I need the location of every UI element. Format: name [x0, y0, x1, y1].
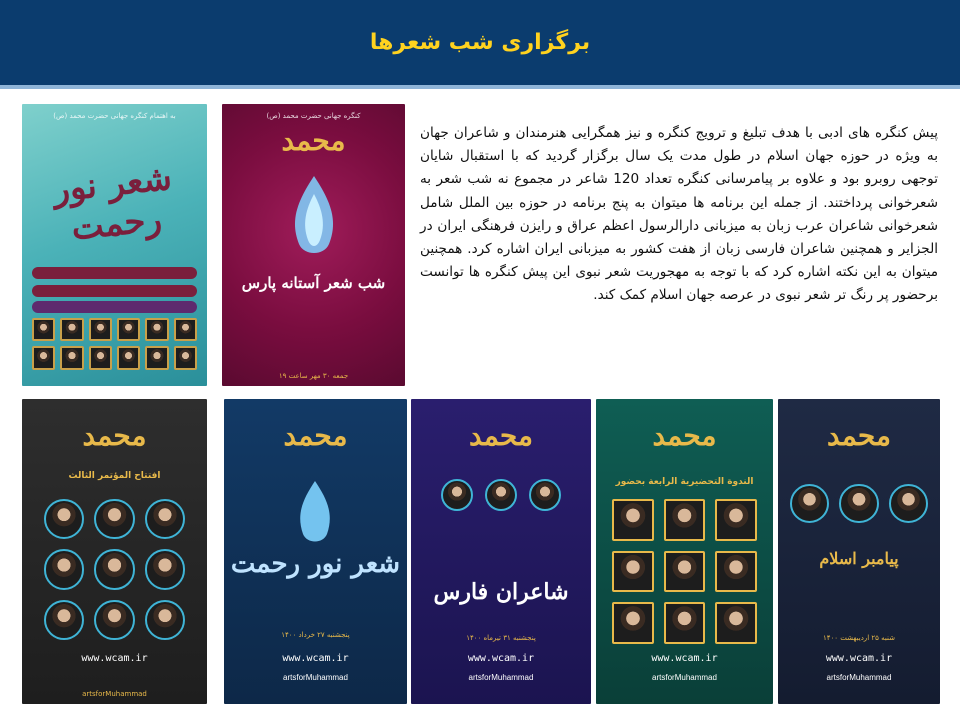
poet-photo — [145, 549, 185, 589]
poet-photo — [839, 484, 878, 523]
poet-photo — [117, 318, 140, 341]
poet-photo — [612, 551, 654, 593]
poet-photo — [612, 602, 654, 644]
poet-photo — [715, 551, 757, 593]
poet-photo — [441, 479, 473, 511]
poster-handle-strip — [32, 301, 197, 313]
poster-website: www.wcam.ir — [825, 653, 893, 664]
poster-nour-rahmat-2 — [224, 399, 407, 704]
poster-nour-rahmat — [22, 104, 207, 386]
poster-title: پیامبر اسلام — [819, 549, 899, 568]
poster-title: شعر نور رحمت — [51, 158, 174, 249]
poster-website: www.wcam.ir — [282, 653, 349, 664]
poster-date: پنجشنبه ۳۱ تیرماه ۱۴۰۰ — [466, 634, 536, 642]
congress-logo: محمد — [283, 419, 348, 452]
poet-photo — [664, 499, 706, 541]
poet-photo — [529, 479, 561, 511]
poster-pars-poetry-night — [222, 104, 405, 386]
poet-photo — [94, 499, 134, 539]
poster-poet-photos — [44, 499, 185, 640]
poet-photo — [485, 479, 517, 511]
poet-photo — [60, 346, 83, 369]
poet-photo — [32, 318, 55, 341]
poet-photo — [89, 318, 112, 341]
poster-venue-strip — [32, 285, 197, 297]
congress-logo: محمد — [469, 419, 533, 452]
congress-logo: محمد — [281, 124, 346, 157]
poet-photo — [44, 600, 84, 640]
poster-website: www.wcam.ir — [651, 653, 718, 664]
poster-title: شب شعر آستانه پارس — [241, 274, 386, 292]
poster-header: به اهتمام کنگره جهانی حضرت محمد (ص) — [53, 112, 176, 120]
poet-photo — [44, 549, 84, 589]
calligraphy-flame-icon — [292, 479, 338, 549]
poster-poet-photos — [612, 499, 757, 644]
poet-photo — [94, 600, 134, 640]
congress-logo: محمد — [652, 419, 717, 452]
poster-title: افتتاح المؤتمر الثالث — [68, 471, 161, 481]
poet-photo — [94, 549, 134, 589]
poet-photo — [715, 602, 757, 644]
poet-photo — [715, 499, 757, 541]
poet-photo — [145, 600, 185, 640]
congress-logo: محمد — [827, 419, 891, 452]
poet-photo — [790, 484, 829, 523]
calligraphy-flame-icon — [284, 174, 344, 264]
poster-footer: artsforMuhammad — [82, 690, 147, 698]
poster-poet-photos — [441, 479, 561, 511]
poster-title: شعر نور رحمت — [230, 549, 401, 579]
poet-photo — [145, 499, 185, 539]
poet-photo — [89, 346, 112, 369]
poet-photo — [32, 346, 55, 369]
poster-date: پنجشنبه ۲۷ خرداد ۱۴۰۰ — [281, 631, 350, 639]
poster-fars-poets — [411, 399, 591, 704]
poster-handle: artsforMuhammad — [826, 673, 892, 682]
poster-website: www.wcam.ir — [467, 653, 535, 664]
poet-photo — [889, 484, 928, 523]
poster-handle: artsforMuhammad — [468, 673, 534, 682]
poet-photo — [145, 318, 168, 341]
slide-title: برگزاری شب شعرها — [369, 30, 591, 55]
poster-footer: جمعه ۳۰ مهر ساعت ۱۹ — [278, 372, 349, 380]
poster-arabic-conference — [22, 399, 207, 704]
poster-website: www.wcam.ir — [81, 653, 148, 664]
poet-photo — [664, 602, 706, 644]
slide-body-text: پیش کنگره های ادبی با هدف تبلیغ و ترویج کنگره و نیز همگرایی هنرمندان و شاعران جهان به ویژه در حوزه جهان اسلام در طول مدت یک سال برگزار گردید که با استقبال شایان توجهی روبرو بود و علاوه بر پیامرسانی کنگره تعداد 120 شاعر در مجموع نه شب شعر به شعرخوانی پرداختند. از جمله این برنامه ها میتوان به پنج برنامه در حوزه بین الملل شامل شعرخوانی شاعران عرب زبان به میزبانی دارالرسول اعظم عراق و رایزن فرهنگی ایران در الجزایر و همچنین شاعران فارسی زبان از هفت کشور به میزبانی ایران اشاره کرد. همچنین میتوان به این نکته اشاره کرد که با توجه به مهجوریت شعر نبوی این پیش کنگره ها توانست برحضور پر رنگ تر شعر نبوی در عرصه جهان اسلام کمک کند. — [420, 125, 938, 304]
poster-fourth-seminar — [596, 399, 773, 704]
poster-handle: artsforMuhammad — [652, 673, 717, 682]
poster-header: کنگره جهانی حضرت محمد (ص) — [266, 112, 361, 120]
poet-photo — [664, 551, 706, 593]
poet-photo — [612, 499, 654, 541]
poster-date: شنبه ۲۵ اردیبهشت ۱۴۰۰ — [823, 634, 895, 642]
poet-photo — [117, 346, 140, 369]
poet-photo — [145, 346, 168, 369]
poster-date-strip — [32, 267, 197, 279]
poet-photo — [44, 499, 84, 539]
congress-logo: محمد — [82, 419, 147, 452]
poster-title: شاعران فارس — [433, 579, 569, 605]
poster-poet-photos — [790, 484, 928, 523]
poet-photo — [174, 318, 197, 341]
poster-handle: artsforMuhammad — [283, 673, 348, 682]
poet-photo — [174, 346, 197, 369]
slide-title-bar — [0, 0, 960, 89]
poster-prophet-of-islam — [778, 399, 940, 704]
poet-photo — [60, 318, 83, 341]
poster-title: الندوة التحضيرية الرابعة بحضور — [615, 477, 754, 487]
poster-poet-photos — [32, 318, 197, 370]
